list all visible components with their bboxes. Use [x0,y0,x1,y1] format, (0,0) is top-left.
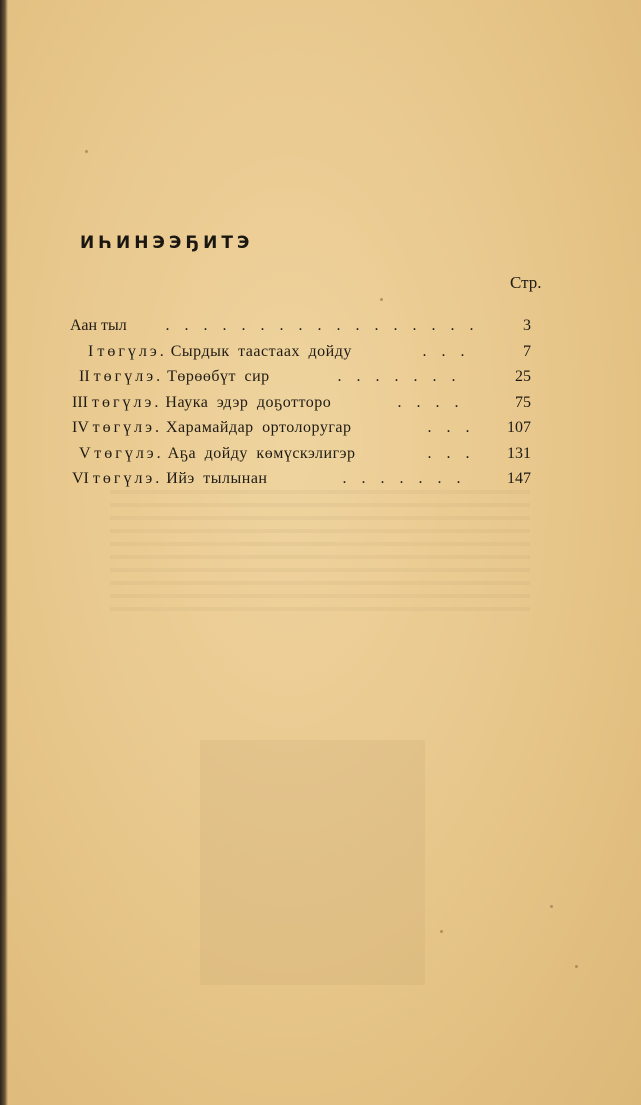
toc-entry-page: 131 [507,445,531,462]
toc-row-chapter-5[interactable] [0,443,641,465]
paper-speck [440,930,443,933]
toc-entry-title: Ийэ тылынан [166,470,268,487]
toc-entry-label [79,443,356,465]
toc-entry-title: Аҕа дойду көмүскэлигэр [167,445,356,462]
chapter-word: төгүлэ. [97,343,167,360]
toc-entry-title: Харамайдар ортолоругар [166,419,352,436]
toc-entry-label [72,468,267,490]
chapter-number: III [72,394,88,411]
page-column-header: Стр. [510,273,542,292]
toc-entry-title: Аан тыл [70,317,127,334]
paper-speck [85,150,88,153]
chapter-word: төгүлэ. [92,419,162,436]
chapter-number: II [79,368,90,385]
chapter-word: төгүлэ. [94,445,164,462]
chapter-word: төгүлэ. [91,394,162,411]
page-binding-edge [0,0,8,1105]
dot-leader: . . . [427,445,470,462]
toc-entry-page: 25 [515,368,531,385]
dot-leader: . . . [427,419,470,436]
toc-entry-label [88,341,352,363]
dot-leader: . . . . . . . [337,368,456,385]
bleed-through-image [200,740,425,985]
toc-row-introduction[interactable] [0,315,641,337]
toc-entry-page: 75 [515,394,531,411]
paper-speck [550,905,553,908]
toc-entry-title: Наука эдэр доҕотторо [165,394,332,411]
toc-entry-title: Сырдык таастаах дойду [170,343,352,360]
chapter-number: V [79,445,91,462]
dot-leader: . . . [422,343,465,360]
page-title: ИҺИНЭЭҔИТЭ [80,233,254,253]
chapter-number: IV [72,419,89,436]
chapter-number: I [88,343,94,360]
chapter-word: төгүлэ. [93,368,164,385]
toc-entry-label [72,392,331,414]
toc-entry-title: Төрөөбүт сир [167,368,270,385]
toc-row-chapter-3[interactable] [0,392,641,414]
toc-entry-page: 107 [507,419,531,436]
toc-entry-label [79,366,270,388]
toc-row-chapter-4[interactable] [0,417,641,439]
toc-entry-page: 7 [523,343,531,360]
toc-entry-page: 147 [507,470,531,487]
toc-row-chapter-6[interactable] [0,468,641,490]
toc-entry-page: 3 [523,317,531,334]
dot-leader: . . . . . . . [342,470,461,487]
toc-entry-label [72,417,351,439]
chapter-word: төгүлэ. [92,470,163,487]
toc-row-chapter-2[interactable] [0,366,641,388]
dot-leader: . . . . [397,394,459,411]
dot-leader: . . . . . . . . . . . . . . . . . [165,317,474,334]
bleed-through-text [110,490,530,620]
chapter-number: VI [72,470,89,487]
paper-speck [380,298,383,301]
toc-row-chapter-1[interactable] [0,341,641,363]
paper-speck [575,965,578,968]
